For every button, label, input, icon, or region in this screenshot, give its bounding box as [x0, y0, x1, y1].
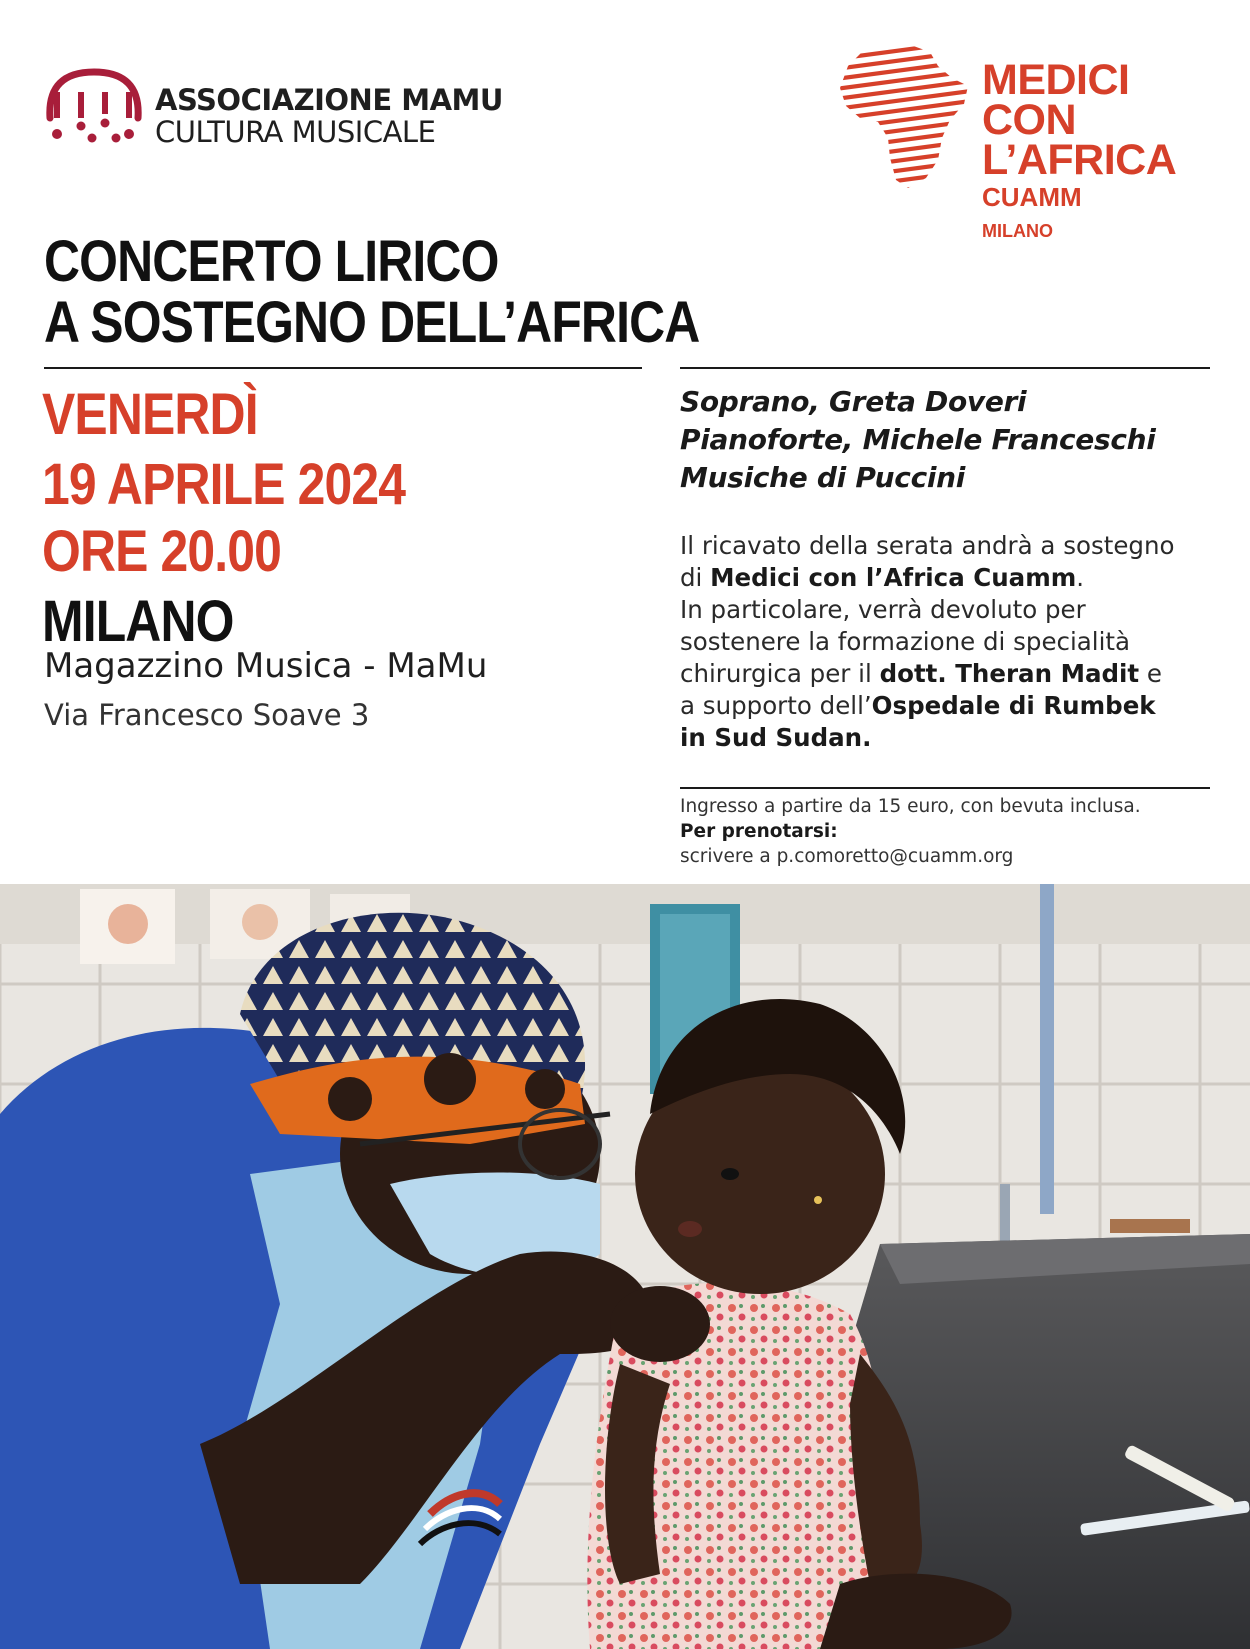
hospital-name: Ospedale di Rumbek [871, 691, 1156, 720]
description-line: sostenere la formazione di specialità [680, 627, 1131, 656]
mamu-name: ASSOCIAZIONE MAMU [155, 83, 503, 117]
description [680, 530, 1220, 754]
mamu-logo [44, 66, 144, 146]
performers-list [680, 383, 1156, 497]
event-day: VENERDÌ [42, 382, 258, 447]
cuamm-line-milano: MILANO [982, 221, 1053, 241]
hero-photo [0, 884, 1250, 1649]
cuamm-line-africa: CON L’AFRICA [982, 96, 1177, 184]
page-title-line-2: A SOSTEGNO DELL’AFRICA [44, 290, 700, 355]
ticket-info [680, 794, 1141, 869]
performer-piano: Pianoforte, Michele Franceschi [680, 423, 1156, 456]
program-music: Musiche di Puccini [680, 461, 966, 494]
description-line: di Medici con l’Africa Cuamm. [680, 563, 1085, 592]
entry-price: Ingresso a partire da 15 euro, con bevuta inclusa. [680, 796, 1141, 817]
mamu-subtitle: CULTURA MUSICALE [155, 115, 436, 149]
description-line: a supporto dell’Ospedale di Rumbek [680, 691, 1156, 720]
event-city: MILANO [42, 589, 234, 654]
event-address: Via Francesco Soave 3 [44, 698, 370, 732]
description-line: chirurgica per il dott. Theran Madit e [680, 659, 1162, 688]
event-time: ORE 20.00 [42, 519, 282, 584]
africa-map-icon [838, 42, 970, 192]
cuamm-line-cuamm: CUAMM [982, 182, 1082, 212]
mamu-wordmark [155, 84, 503, 148]
event-venue: Magazzino Musica - MaMu [44, 646, 488, 686]
cuamm-line-medici: MEDICI [982, 56, 1130, 104]
performer-soprano: Soprano, Greta Doveri [680, 385, 1027, 418]
hospital-location: in Sud Sudan. [680, 723, 872, 752]
cuamm-wordmark [982, 56, 1250, 242]
booking-contact[interactable]: scrivere a p.comoretto@cuamm.org [680, 846, 1014, 867]
page-title-line-1: CONCERTO LIRICO [44, 229, 499, 294]
divider-right [680, 367, 1210, 369]
description-line: Il ricavato della serata andrà a sostegno [680, 531, 1175, 560]
booking-label: Per prenotarsi: [680, 821, 838, 842]
divider-left [44, 367, 642, 369]
organisation-name: Medici con l’Africa Cuamm [710, 563, 1077, 592]
doctor-name: dott. Theran Madit [879, 659, 1140, 688]
divider-info [680, 787, 1210, 789]
description-line [680, 722, 1220, 754]
event-date: 19 APRILE 2024 [42, 452, 406, 517]
description-line: In particolare, verrà devoluto per [680, 595, 1086, 624]
